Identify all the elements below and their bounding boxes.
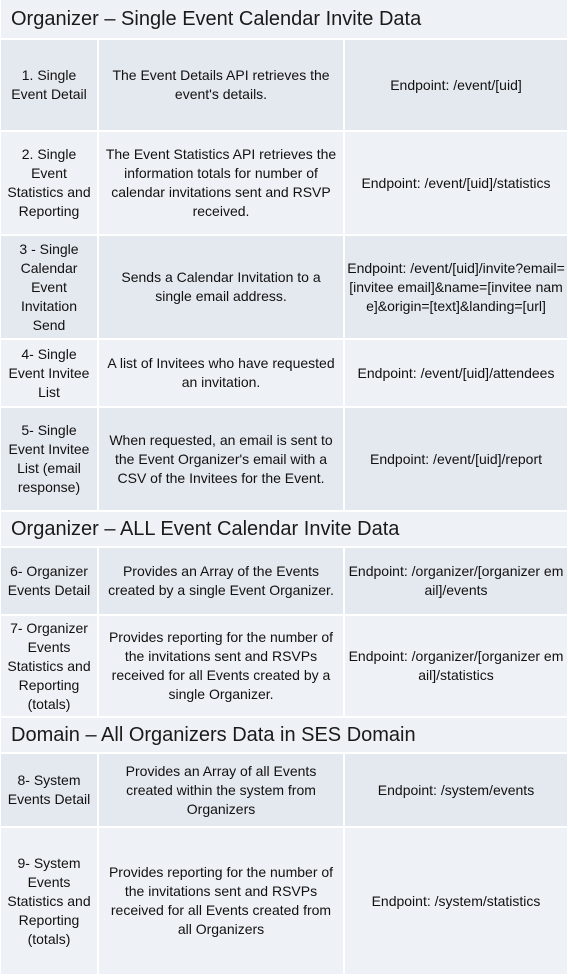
api-endpoint: Endpoint: /event/[uid]/report	[370, 450, 542, 467]
api-description: The Event Details API retrieves the event's details.	[99, 40, 345, 130]
api-description: Provides reporting for the number of the invitations sent and RSVPs received for all Events created by a single Organizer.	[99, 616, 345, 716]
table-row	[1, 408, 567, 512]
table-row	[1, 616, 567, 718]
api-endpoint: Endpoint: /event/[uid]/attendees	[357, 364, 555, 381]
api-endpoint: Endpoint: /system/statistics	[371, 892, 541, 909]
api-endpoint: Endpoint: /system/events	[377, 781, 535, 798]
table-row	[1, 236, 567, 340]
api-name: 9- System Events Statistics and Reporting (totals)	[1, 828, 99, 974]
api-endpoint: Endpoint: /organizer/[organizer email]/statistics	[348, 648, 564, 683]
api-name: 1. Single Event Detail	[1, 40, 99, 130]
table-row	[1, 340, 567, 408]
api-endpoint: Endpoint: /event/[uid]	[390, 76, 522, 93]
section-title: Organizer – Single Event Calendar Invite Data	[1, 0, 567, 40]
api-description: Provides an Array of all Events created within the system from Organizers	[99, 754, 345, 826]
api-name: 7- Organizer Events Statistics and Reporting (totals)	[1, 616, 99, 716]
api-endpoint: Endpoint: /organizer/[organizer email]/events	[348, 563, 564, 598]
table-row	[1, 548, 567, 616]
api-name: 2. Single Event Statistics and Reporting	[1, 132, 99, 234]
api-endpoint: Endpoint: /event/[uid]/invite?email=[invitee email]&name=[invitee name]&origin=[text]&landing=[url]	[347, 259, 565, 314]
api-name: 5- Single Event Invitee List (email response)	[1, 408, 99, 510]
api-document	[1, 0, 567, 974]
api-description: Provides an Array of the Events created by a single Event Organizer.	[99, 548, 345, 614]
api-name: 6- Organizer Events Detail	[1, 548, 99, 614]
table-row	[1, 754, 567, 828]
api-description: When requested, an email is sent to the Event Organizer's email with a CSV of the Invitees for the Event.	[99, 408, 345, 510]
api-description: Sends a Calendar Invitation to a single email address.	[99, 236, 345, 338]
table-row	[1, 132, 567, 236]
table-row	[1, 40, 567, 132]
api-name: 8- System Events Detail	[1, 754, 99, 826]
api-description: A list of Invitees who have requested an invitation.	[99, 340, 345, 406]
section-title: Domain – All Organizers Data in SES Domain	[1, 718, 567, 754]
table-row	[1, 828, 567, 974]
api-name: 3 - Single Calendar Event Invitation Send	[1, 236, 99, 338]
api-endpoint: Endpoint: /event/[uid]/statistics	[361, 174, 551, 191]
api-description: The Event Statistics API retrieves the information totals for number of calendar invitations sent and RSVP received.	[99, 132, 345, 234]
section-title: Organizer – ALL Event Calendar Invite Data	[1, 512, 567, 548]
api-name: 4- Single Event Invitee List	[1, 340, 99, 406]
api-description: Provides reporting for the number of the invitations sent and RSVPs received for all Events created from all Organizers	[99, 828, 345, 974]
